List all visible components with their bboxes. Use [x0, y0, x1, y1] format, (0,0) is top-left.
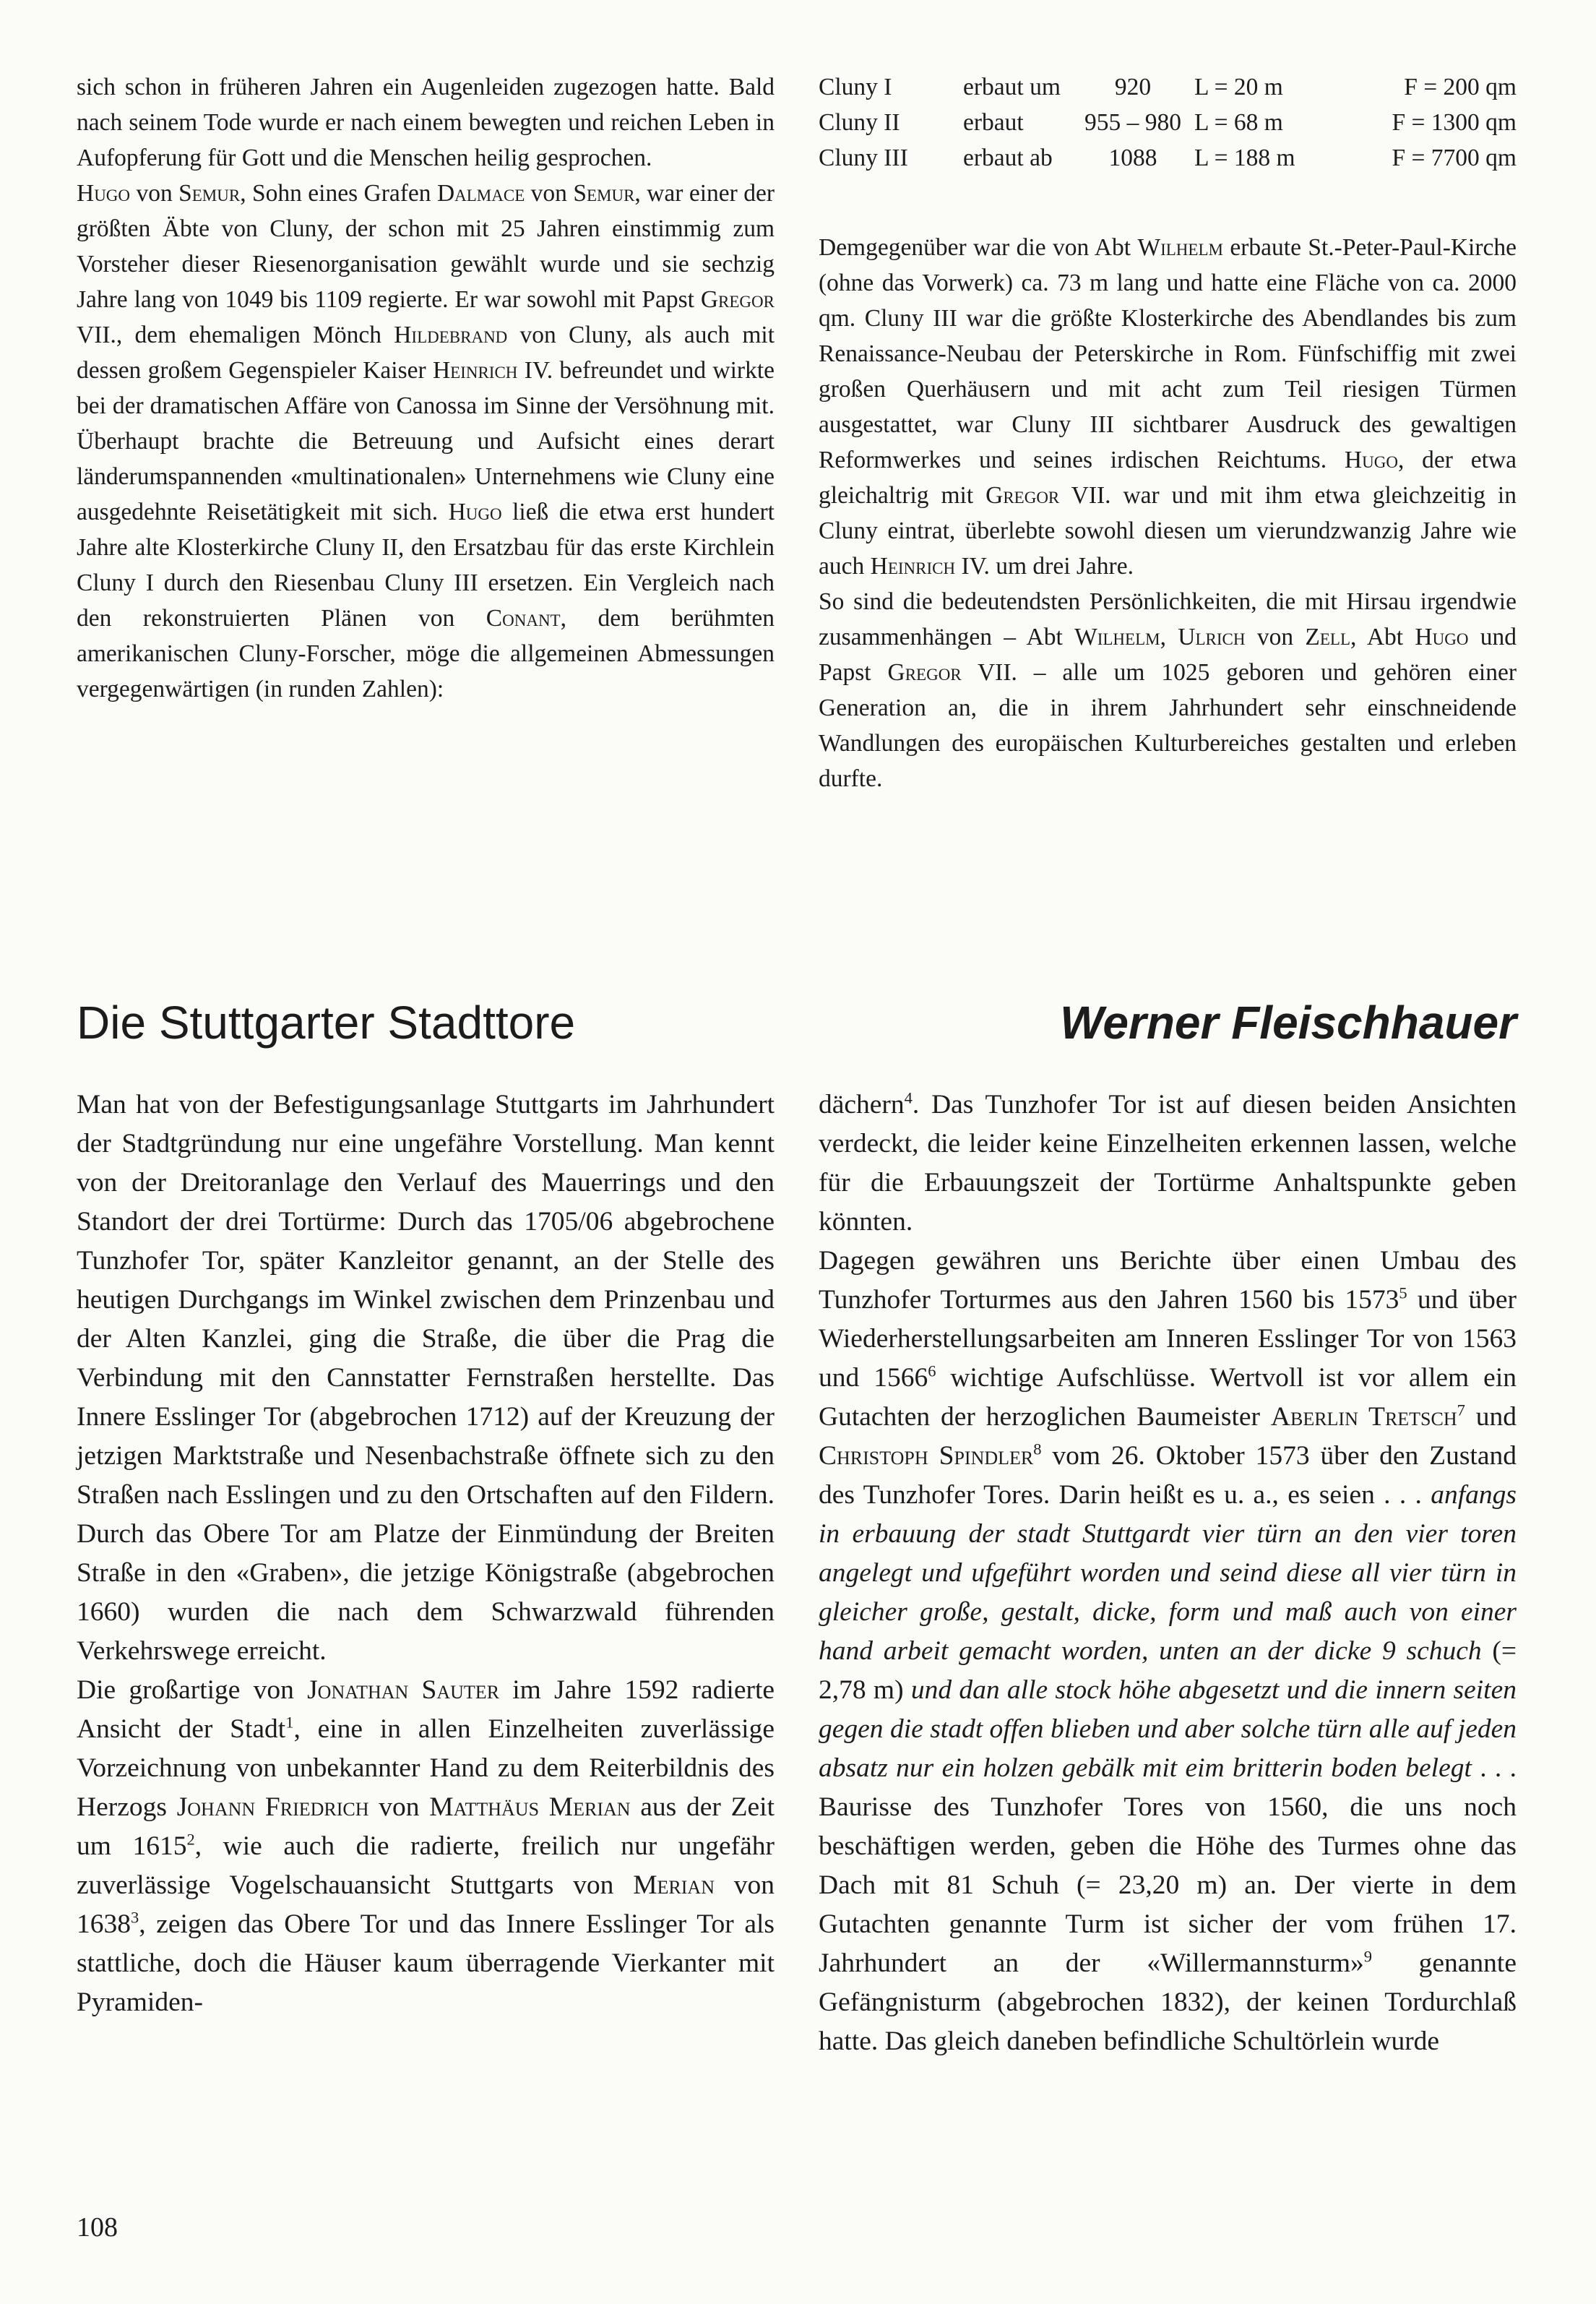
table-cell: erbaut [963, 109, 1024, 136]
person-name: Hugo [448, 499, 502, 525]
text-run: Die großartige von [77, 1675, 308, 1705]
person-name: Gregor [985, 482, 1060, 509]
table-cell: erbaut ab [963, 145, 1053, 171]
person-name: Gregor [887, 659, 962, 686]
text-run: sich schon in früheren Jahren ein Augenleiden zugezogen hatte. Bald nach seinem Tode wurde er nach einem bewegten und reichen Leben in Aufopferung für Gott und die Menschen heilig gesprochen. [77, 74, 775, 171]
text-run: von Cluny, als auch mit dessen großem Gegenspieler Kaiser [77, 322, 775, 384]
text-run: ließ die etwa erst hundert Jahre alte Klosterkirche Cluny II, den Ersatzbau für das erste Kirchlein Cluny I durch den Riesenbau Cluny III ersetzen. Ein Vergleich nach den rekonstruierten Plänen von [77, 499, 775, 632]
footnote-marker: 6 [928, 1362, 936, 1380]
table-cell: F = 7700 qm [1392, 145, 1517, 171]
text-run: , der etwa gleichaltrig mit [819, 447, 1517, 509]
quoted-text: und dan alle stock höhe abgesetzt und die innern seiten gegen die stadt offen blieben und aber solche türn alle auf jeden absatz nur ein holzen gebälk mit eim britterin boden belegt [819, 1675, 1517, 1783]
paragraph [819, 1242, 1517, 2061]
quoted-text: anfangs in erbauung der stadt Stuttgardt vier türn an den vier toren angelegt und ufgeführt worden und seind diese all vier türn in gleicher große, gestalt, dicke, form und maß auch von einer hand arbeit gemacht worden, unten an der dicke 9 schuch [819, 1480, 1517, 1666]
paragraph [819, 230, 1517, 584]
table-cell: F = 1300 qm [1392, 109, 1517, 136]
text-run: VII., dem ehemaligen Mönch [77, 322, 394, 348]
footnote-marker: 8 [1033, 1440, 1042, 1458]
person-name: Heinrich [432, 357, 518, 384]
table-cell: Cluny III [819, 145, 908, 171]
article-title: Die Stuttgarter Stadttore [77, 997, 576, 1049]
person-name: Hildebrand [394, 322, 508, 348]
person-name: Dalmace [436, 180, 525, 207]
paragraph [819, 584, 1517, 796]
text-run: So sind die bedeutendsten Persönlichkeiten, die mit Hirsau irgendwie zusammenhängen – Abt [819, 588, 1517, 650]
person-name: Conant [486, 605, 561, 632]
text-run: , Abt [1350, 624, 1415, 650]
table-cell: L = 188 m [1194, 145, 1295, 171]
top-left-column [77, 69, 775, 707]
table-cell: Cluny I [819, 74, 892, 100]
paragraph [77, 69, 775, 176]
table-row [819, 140, 1517, 176]
text-run: . . . Baurisse des Tunzhofer Tores von 1560, die uns noch beschäftigen werden, geben die Höhe des Turmes ohne das Dach mit 81 Schuh (= 23,20 m) an. Der vierte in dem Gutachten genannte Turm ist sicher der vom frühen 17. Jahrhundert an der «Willermannsturm» [819, 1753, 1517, 1978]
article-author: Werner Fleischhauer [1060, 997, 1517, 1049]
person-name: Gregor [700, 286, 775, 313]
text-run: , Sohn eines Grafen [240, 180, 437, 207]
person-name: Wilhelm [1074, 624, 1160, 650]
text-run: (= 2,78 m) [819, 1636, 1517, 1705]
person-name: Semur [573, 180, 635, 207]
text-run: von [525, 180, 574, 207]
footnote-marker: 7 [1457, 1401, 1465, 1419]
person-name: Jonathan Sauter [307, 1675, 500, 1705]
person-name: Ulrich [1178, 624, 1246, 650]
text-run: von [368, 1792, 430, 1822]
person-name: Wilhelm [1137, 234, 1223, 261]
top-right-column [819, 69, 1517, 796]
text-run: dächern [819, 1090, 905, 1119]
text-run: und [1465, 1402, 1517, 1432]
text-run: von [1245, 624, 1306, 650]
person-name: Johann Friedrich [176, 1792, 369, 1822]
table-cell: 1088 [1108, 145, 1157, 171]
text-run: wichtige Aufschlüsse. Wertvoll ist vor allem ein Gutachten der herzoglichen Baumeister [819, 1363, 1517, 1432]
person-name: Zell [1305, 624, 1351, 650]
footnote-marker: 9 [1363, 1947, 1372, 1966]
text-run: und über Wiederherstellungsarbeiten am Inneren Esslinger Tor von 1563 und 1566 [819, 1285, 1517, 1393]
person-name: Semur [178, 180, 241, 207]
bottom-left-column [77, 1086, 775, 2022]
cluny-dimensions-table [819, 69, 1517, 176]
text-run: Demgegenüber war die von Abt [819, 234, 1138, 261]
footnote-marker: 5 [1399, 1284, 1407, 1302]
text-run: Dagegen gewähren uns Berichte über einen Umbau des Tunzhofer Torturmes aus den Jahren 1560 bis 1573 [819, 1246, 1517, 1315]
text-run: im Jahre 1592 radierte Ansicht der Stadt [77, 1675, 775, 1744]
footnote-marker: 1 [285, 1713, 294, 1732]
text-run: IV. um drei Jahre. [955, 553, 1134, 580]
page-number: 108 [77, 2212, 118, 2243]
text-run: , eine in allen Einzelheiten zuverlässige Vorzeichnung von unbekannter Hand zu dem Reiterbildnis des Herzogs [77, 1714, 775, 1822]
footnote-marker: 4 [904, 1088, 913, 1107]
person-name: Matthäus Merian [429, 1792, 631, 1822]
text-run: Man hat von der Befestigungsanlage Stuttgarts im Jahrhundert der Stadtgründung nur eine ungefähre Vorstellung. Man kennt von der Dreitoranlage den Verlauf des Mauerrings und den Standort der drei Tortürme: Durch das 1705/06 abgebrochene Tunzhofer Tor, später Kanzleitor genannt, an der Stelle des heutigen Durchgangs im Winkel zwischen dem Prinzenbau und der Alten Kanzlei, ging die Straße, die über die Prag die Verbindung mit den Cannstatter Fernstraßen herstellte. Das Innere Esslinger Tor (abgebrochen 1712) auf der Kreuzung der jetzigen Marktstraße und Nesenbachstraße öffnete sich zu den Straßen nach Esslingen und zu den Ortschaften auf den Fildern. Durch das Obere Tor am Platze der Einmündung der Breiten Straße in den «Graben», die jetzige Königstraße (abgebrochen 1660) wurden die nach dem Schwarzwald führenden Verkehrswege erreicht. [77, 1090, 775, 1666]
paragraph [819, 1086, 1517, 1242]
table-row [819, 69, 1517, 105]
table-cell: erbaut um [963, 74, 1061, 100]
text-run: . Das Tunzhofer Tor ist auf diesen beiden Ansichten verdeckt, die leider keine Einzelheiten erkennen lassen, welche für die Erbauungszeit der Tortürme Anhaltspunkte geben könnten. [819, 1090, 1517, 1237]
person-name: Aberlin Tretsch [1270, 1402, 1457, 1432]
table-cell: Cluny II [819, 109, 900, 136]
table-cell: L = 68 m [1194, 109, 1283, 136]
footnote-marker: 3 [131, 1908, 139, 1927]
person-name: Merian [633, 1870, 715, 1900]
text-run: VII. war und mit ihm etwa gleichzeitig in Cluny eintrat, überlebte sowohl diesen um vierundzwanzig Jahre wie auch [819, 482, 1517, 580]
text-run: VII. – alle um 1025 geboren und gehören einer Generation an, die in ihrem Jahrhundert sehr einschneidende Wandlungen des europäischen Kulturbereiches gestalten und erleben durfte. [819, 659, 1517, 792]
table-row [819, 105, 1517, 140]
text-run: erbaute St.-Peter-Paul-Kirche (ohne das Vorwerk) ca. 73 m lang und hatte eine Fläche von ca. 2000 qm. Cluny III war die größte Klosterkirche des Abendlandes bis zum Renaissance-Neubau der Peterskirche in Rom. Fünfschiffig mit zwei großen Querhäusern und mit acht zum Teil riesigen Türmen ausgestattet, war Cluny III sichtbarer Ausdruck des gewaltigen Reformwerkes und seines irdischen Reichtums. [819, 234, 1517, 473]
table-cell: F = 200 qm [1404, 74, 1517, 100]
person-name: Hugo [77, 180, 131, 207]
text-run: von [130, 180, 179, 207]
text-run: , wie auch die radierte, freilich nur ungefähr zuverlässige Vogelschauansicht Stuttgarts von [77, 1831, 775, 1900]
person-name: Heinrich [870, 553, 956, 580]
footnote-marker: 2 [186, 1830, 195, 1849]
person-name: Christoph Spindler [819, 1441, 1034, 1471]
text-run: , war einer der größten Äbte von Cluny, der schon mit 25 Jahren einstimmig zum Vorsteher dieser Riesenorganisation gewählt wurde und sie sechzig Jahre lang von 1049 bis 1109 regierte. Er war sowohl mit Papst [77, 180, 775, 313]
text-run: aus der Zeit um 1615 [77, 1792, 775, 1861]
bottom-right-column [819, 1086, 1517, 2061]
table-cell: 920 [1114, 74, 1152, 100]
text-run: , [1160, 624, 1178, 650]
text-run: und Papst [819, 624, 1517, 686]
text-run: von 1638 [77, 1870, 775, 1939]
table-cell: 955 – 980 [1084, 109, 1181, 136]
text-run: IV. befreundet und wirkte bei der dramatischen Affäre von Canossa im Sinne der Versöhnung mit. Überhaupt brachte die Betreuung und Aufsicht eines derart länderumspannenden «multinationalen» Unternehmens wie Cluny eine ausgedehnte Reisetätigkeit mit sich. [77, 357, 775, 525]
table-cell: L = 20 m [1194, 74, 1283, 100]
paragraph [77, 1671, 775, 2022]
text-run: genannte Gefängnisturm (abgebrochen 1832), der keinen Tordurchlaß hatte. Das gleich daneben befindliche Schultörlein wurde [819, 1948, 1517, 2056]
person-name: Hugo [1415, 624, 1469, 650]
person-name: Hugo [1344, 447, 1398, 473]
text-run: , zeigen das Obere Tor und das Innere Esslinger Tor als stattliche, doch die Häuser kaum überragende Vierkanter mit Pyramiden- [77, 1909, 775, 2017]
paragraph [77, 176, 775, 707]
text-run: vom 26. Oktober 1573 über den Zustand des Tunzhofer Tores. Darin heißt es u. a., es seien . . . [819, 1441, 1517, 1510]
text-run: , dem berühmten amerikanischen Cluny-Forscher, möge die allgemeinen Abmessungen vergegenwärtigen (in runden Zahlen): [77, 605, 775, 702]
paragraph [77, 1086, 775, 1671]
